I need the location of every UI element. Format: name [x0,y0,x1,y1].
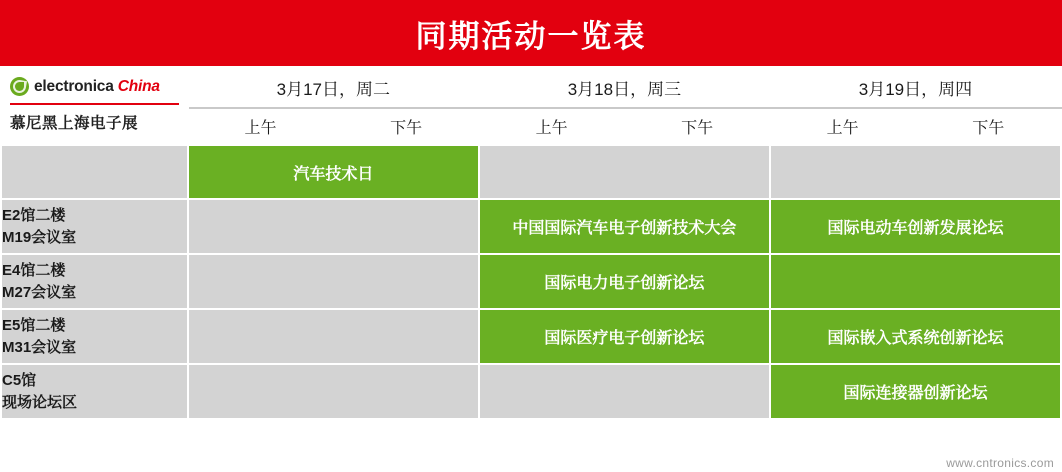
brand-logo-row [10,77,179,96]
room-label-line1: E5馆二楼 [2,316,66,334]
schedule-table [0,66,1062,420]
empty-cell [188,309,479,364]
empty-cell [479,145,770,199]
brand-cell [1,67,188,145]
page-title: 同期活动一览表 [415,18,647,54]
room-label [1,364,188,419]
date-header-day3: 3月19日，周四 [770,67,1061,108]
table-row [1,364,1061,419]
ampm-day1-am: 上午 [188,108,334,145]
room-label [1,199,188,254]
event-cell: 国际电力电子创新论坛 [479,254,770,309]
event-cell: 国际电动车创新发展论坛 [770,199,1061,254]
room-label-line2: M19会议室 [2,228,77,246]
event-cell: 国际连接器创新论坛 [770,364,1061,419]
event-cell: 国际医疗电子创新论坛 [479,309,770,364]
date-header-day2: 3月18日，周三 [479,67,770,108]
page-title-bar [0,0,1062,66]
brand-name-en: electronica [34,77,114,95]
room-label [1,254,188,309]
ampm-day2-am: 上午 [479,108,625,145]
ampm-day2-pm: 下午 [624,108,770,145]
event-cell: 中国国际汽车电子创新技术大会 [479,199,770,254]
event-cell [770,254,1061,309]
empty-cell [188,364,479,419]
watermark: www.cntronics.com [946,456,1054,470]
room-label-line1: E2馆二楼 [2,206,66,224]
table-row [1,309,1061,364]
room-label-line1: C5馆 [2,371,37,389]
room-label-line1: E4馆二楼 [2,261,66,279]
ampm-day3-am: 上午 [770,108,916,145]
room-label-line2: M31会议室 [2,338,77,356]
brand-name [34,78,160,96]
table-row [1,199,1061,254]
room-label-line2: 现场论坛区 [2,393,78,411]
brand-name-cn: 慕尼黑上海电子展 [10,103,179,133]
leaf-icon [10,77,29,96]
ampm-day1-pm: 下午 [333,108,479,145]
event-cell: 国际嵌入式系统创新论坛 [770,309,1061,364]
room-label [1,309,188,364]
brand-name-accent: China [117,77,160,95]
ampm-day3-pm: 下午 [915,108,1061,145]
empty-cell [770,145,1061,199]
header-row-dates [1,67,1061,108]
empty-cell [188,199,479,254]
event-cell: 汽车技术日 [188,145,479,199]
table-row [1,254,1061,309]
date-header-day1: 3月17日，周二 [188,67,479,108]
empty-cell [188,254,479,309]
empty-cell [479,364,770,419]
table-row [1,145,1061,199]
room-label-line2: M27会议室 [2,283,77,301]
room-label [1,145,188,199]
